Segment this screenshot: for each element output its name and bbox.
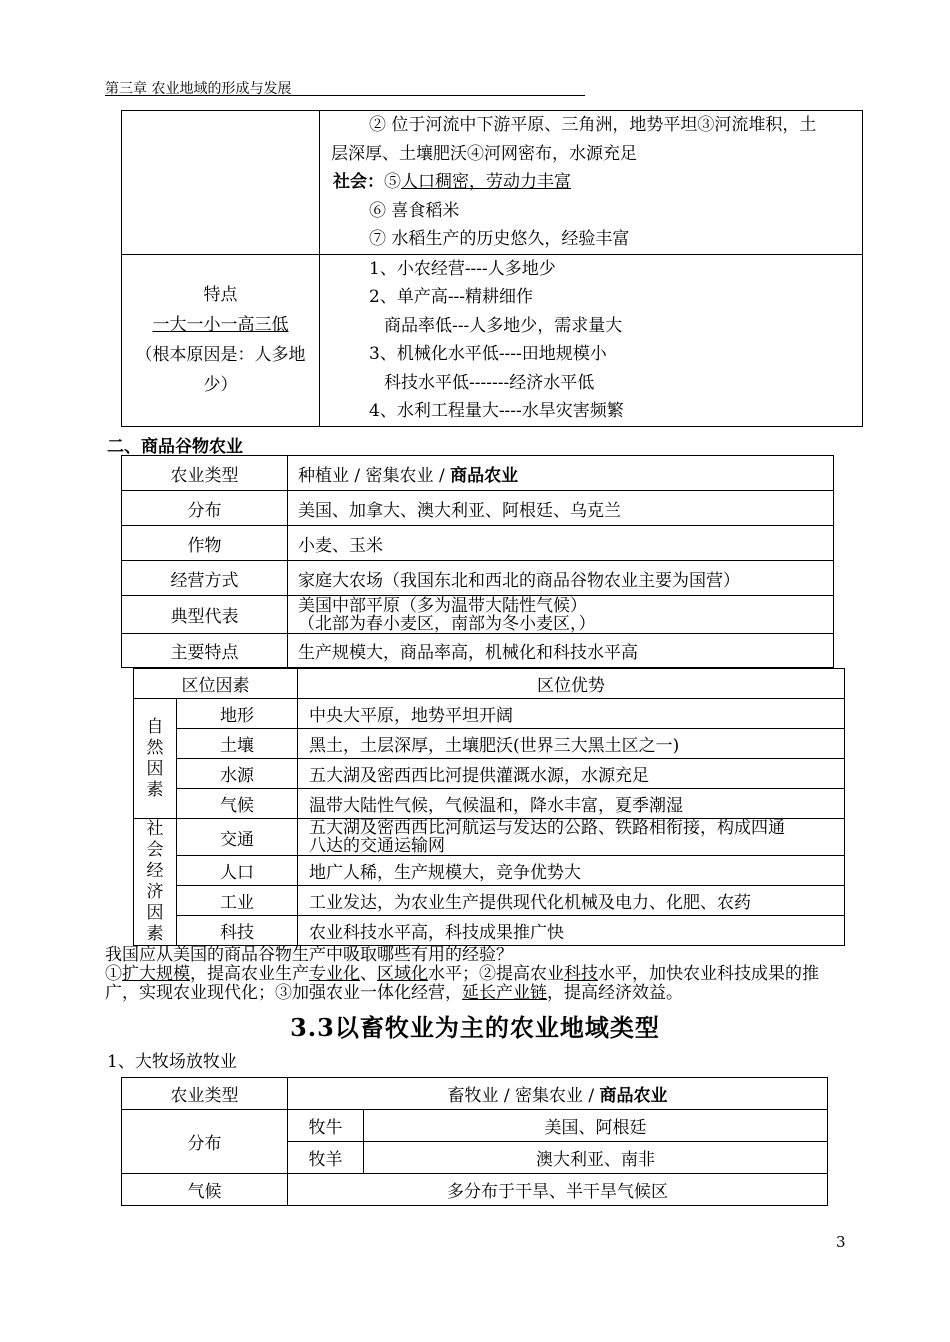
grain-label: 分布 <box>122 491 288 526</box>
ranch-label: 农业类型 <box>122 1078 288 1110</box>
section-heading <box>107 432 243 457</box>
factor-name: 气候 <box>177 789 298 819</box>
factor-advantage-line: 五大湖及密西西比河航运与发达的公路、铁路相衔接，构成四通 <box>309 818 785 838</box>
factor-name: 水源 <box>177 759 298 789</box>
rice-row1-empty-cell <box>122 111 320 255</box>
natural-factors-group <box>134 699 177 819</box>
natural-group-text: 自然因素 <box>146 716 164 800</box>
factor-advantage: 中央大平原，地势平坦开阔 <box>298 699 845 729</box>
answer-part-underlined: 延长产业链 <box>462 983 547 1003</box>
feature-item: 2、单产高---精耕细作 <box>369 287 534 307</box>
ranch-label: 分布 <box>122 1110 288 1174</box>
grain-label: 经营方式 <box>122 561 288 596</box>
answer-part: ① <box>105 964 122 984</box>
location-header-factor: 区位因素 <box>134 669 298 699</box>
answer-part: 水平，加快农业科技成果的推广，实现农业现代化；③加强农业一体化经营， <box>105 964 819 1003</box>
factor-advantage: 地广人稀，生产规模大，竞争优势大 <box>298 856 845 886</box>
header-rule <box>105 95 585 96</box>
feature-item: 科技水平低-------经济水平低 <box>384 372 595 393</box>
feature-item: 1、小农经营----人多地少 <box>369 258 556 279</box>
social-prefix: 社会： <box>333 172 384 192</box>
ranch-type-bold: 商品农业 <box>599 1086 668 1106</box>
features-label: 特点 <box>203 285 238 305</box>
factor-name: 地形 <box>177 699 298 729</box>
ranch-label: 气候 <box>122 1174 288 1206</box>
feature-item: 商品率低---人多地少，需求量大 <box>384 315 623 336</box>
features-reason: 少） <box>203 375 238 395</box>
section-title: 3.3以畜牧业为主的农业地域类型 <box>290 1013 660 1042</box>
factor-advantage <box>298 819 845 856</box>
answer-part: ，提高经济效益。 <box>547 983 683 1003</box>
page-number: 3 <box>836 1233 846 1251</box>
grain-value-line: 美国中部平原（多为温带大陆性气候） <box>298 595 587 616</box>
grain-label: 典型代表 <box>122 596 288 634</box>
answer-part-underlined: 科技 <box>564 964 598 984</box>
factor-name: 科技 <box>177 916 298 946</box>
grain-value: 家庭大农场（我国东北和西北的商品谷物农业主要为国营） <box>288 561 834 596</box>
location-header-advantage: 区位优势 <box>298 669 845 699</box>
experience-question <box>105 946 845 1003</box>
ranch-value: 多分布于干旱、半干旱气候区 <box>288 1174 828 1206</box>
question-answer <box>105 965 845 1003</box>
factor-name: 人口 <box>177 856 298 886</box>
running-header: 第三章 农业地域的形成与发展 <box>105 81 292 97</box>
factor-advantage: 农业科技水平高，科技成果推广快 <box>298 916 845 946</box>
answer-part-underlined: 专业化 <box>309 964 360 984</box>
grain-value <box>288 456 834 491</box>
grain-value: 小麦、玉米 <box>288 526 834 561</box>
factor-advantage: 五大湖及密西西比河提供灌溉水源，水源充足 <box>298 759 845 789</box>
answer-part: ，提高农业生产 <box>190 964 309 984</box>
social-num: ⑤ <box>384 172 401 192</box>
grain-table <box>121 455 834 668</box>
rice-social-line <box>331 168 862 197</box>
features-summary: 一大一小一高三低 <box>152 315 289 335</box>
answer-part-underlined: 扩大规模 <box>122 964 190 984</box>
ranch-value: 美国、阿根廷 <box>364 1110 828 1142</box>
rice-line: ⑦ 水稻生产的历史悠久，经验丰富 <box>369 229 630 249</box>
answer-part: 水平；②提高农业 <box>428 964 564 984</box>
features-label-cell <box>122 254 320 426</box>
rice-line: ⑥ 喜食稻米 <box>369 200 460 221</box>
factor-advantage-line: 八达的交通运输网 <box>309 836 445 856</box>
features-reason: （根本原因是：人多地 <box>135 345 306 365</box>
grain-value: 美国、加拿大、澳大利亚、阿根廷、乌克兰 <box>288 491 834 526</box>
ranch-table <box>121 1077 828 1206</box>
ranch-sublabel: 牧牛 <box>288 1110 364 1142</box>
answer-part-underlined: 区域化 <box>377 964 428 984</box>
factor-name: 土壤 <box>177 729 298 759</box>
ranch-type-plain: 畜牧业 / 密集农业 / <box>447 1086 600 1106</box>
rice-table <box>121 110 863 427</box>
sub-heading: 1、大牧场放牧业 <box>107 1052 237 1072</box>
grain-value <box>288 596 834 634</box>
grain-value: 生产规模大，商品率高，机械化和科技水平高 <box>288 634 834 668</box>
rice-row1-content <box>320 111 863 255</box>
ranch-sublabel: 牧羊 <box>288 1142 364 1174</box>
rice-line: 层深厚、土壤肥沃④河网密布，水源充足 <box>331 143 637 164</box>
social-factors-group <box>134 819 177 946</box>
grain-type-plain: 种植业 / 密集农业 / <box>298 465 451 486</box>
factor-name: 工业 <box>177 886 298 916</box>
feature-item: 4、水利工程量大----水旱灾害频繁 <box>369 401 624 421</box>
grain-label: 主要特点 <box>122 634 288 668</box>
factor-name: 交通 <box>177 819 298 856</box>
location-table <box>133 668 845 946</box>
section-heading-text: 二、商品谷物农业 <box>107 437 243 457</box>
answer-part: 、 <box>360 964 377 984</box>
factor-advantage: 温带大陆性气候，气候温和，降水丰富，夏季潮湿 <box>298 789 845 819</box>
social-text: 人口稠密，劳动力丰富 <box>401 172 571 192</box>
social-group-text: 社会经济因素 <box>146 819 164 944</box>
grain-label: 作物 <box>122 526 288 561</box>
grain-value-line: （北部为春小麦区，南部为冬小麦区，） <box>298 613 596 634</box>
question-line: 我国应从美国的商品谷物生产中吸取哪些有用的经验？ <box>105 945 513 965</box>
ranch-value: 澳大利亚、南非 <box>364 1142 828 1174</box>
ranch-type-value <box>288 1078 828 1110</box>
grain-type-bold: 商品农业 <box>450 465 519 486</box>
factor-advantage: 工业发达，为农业生产提供现代化机械及电力、化肥、农药 <box>298 886 845 916</box>
grain-label: 农业类型 <box>122 456 288 491</box>
rice-line: ② 位于河流中下游平原、三角洲，地势平坦③河流堆积，土 <box>369 115 817 135</box>
features-list-cell <box>320 254 863 426</box>
factor-advantage: 黑土，土层深厚，土壤肥沃(世界三大黑土区之一) <box>298 729 845 759</box>
feature-item: 3、机械化水平低----田地规模小 <box>369 344 607 364</box>
